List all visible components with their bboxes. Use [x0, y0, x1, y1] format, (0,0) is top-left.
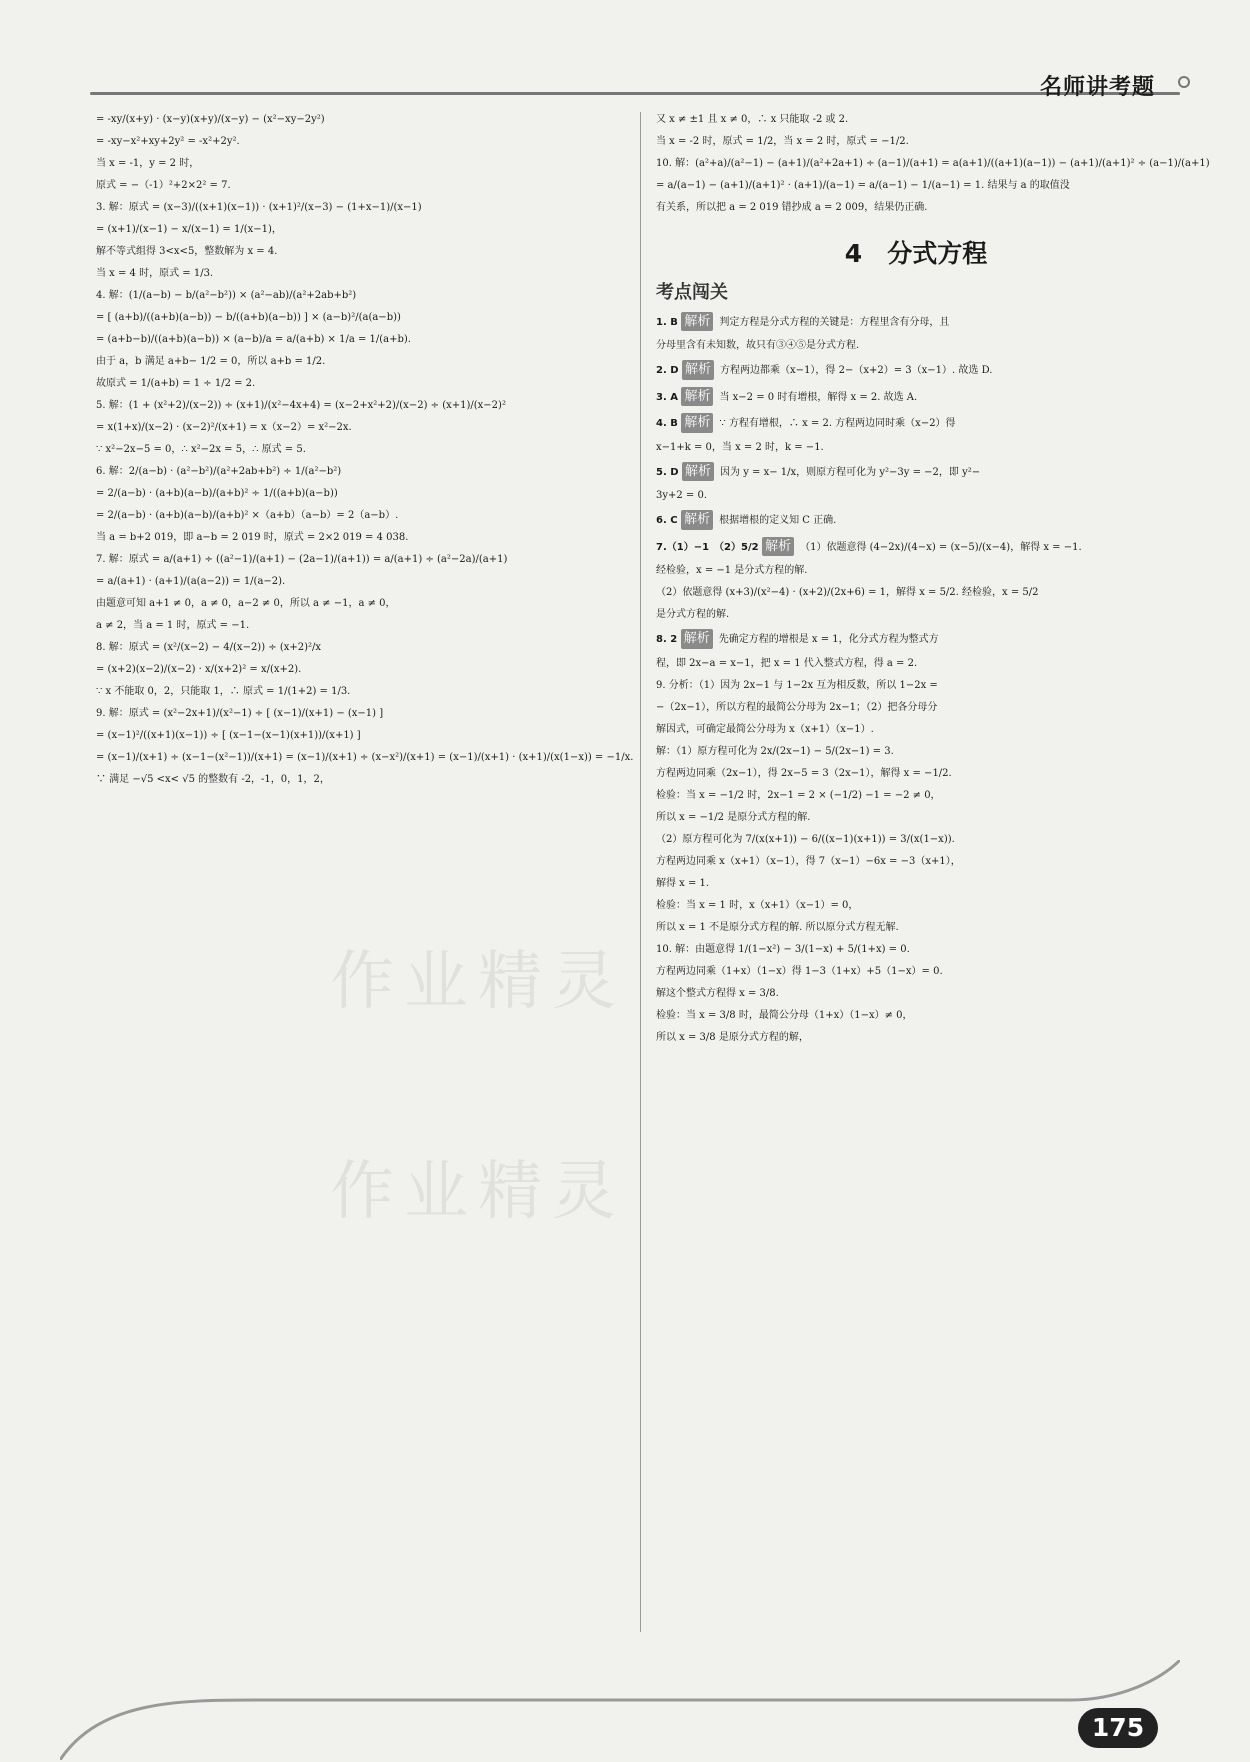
right_top_line: 又 x ≠ ±1 且 x ≠ 0，∴ x 只能取 -2 或 2. [656, 114, 849, 125]
left_line: = [ (a+b)/((a+b)(a−b)) − b/((a+b)(a−b)) ] × (a−b)²/(a(a−b)) [96, 312, 401, 323]
right_bottom_line: 解得 x = 1. [656, 877, 710, 889]
answer-number: 8. 2 [656, 634, 681, 645]
analysis-tag: 解析 [682, 462, 714, 482]
analysis-tag: 解析 [681, 387, 713, 407]
answer-line [656, 585, 1176, 600]
answer-number: 5. D [656, 466, 683, 478]
left_line: 当 a = b+2 019，即 a−b = 2 019 时，原式 = 2×2 019 = 4 038. [96, 532, 409, 543]
answer-text: 3y+2 = 0. [656, 490, 708, 501]
answer-line [656, 462, 1176, 482]
answer-text: 因为 y = x− 1/x，则原方程可化为 y²−3y = −2，即 y²− [720, 466, 981, 478]
right_bottom_line: 9. 分析：（1）因为 2x−1 与 1−2x 互为相反数，所以 1−2x = [656, 679, 938, 691]
left_line: = 2/(a−b) · (a+b)(a−b)/(a+b)² ×（a+b）（a−b）= 2（a−b）. [96, 510, 399, 521]
answer-text: （1）依题意得 (4−2x)/(4−x) = (x−5)/(x−4)，解得 x = −1. [800, 541, 1082, 553]
answer-line [656, 656, 1176, 671]
answer-line [656, 440, 1176, 455]
left_line: 9. 解：原式 = (x²−2x+1)/(x²−1) ÷ [ (x−1)/(x+1) − (x−1) ] [96, 708, 384, 719]
answer-text: 方程两边都乘（x−1），得 2−（x+2）= 3（x−1）. 故选 D. [720, 365, 993, 376]
answer-text: ∵ 方程有增根，∴ x = 2. 方程两边同时乘（x−2）得 [719, 418, 956, 429]
analysis-tag: 解析 [681, 510, 713, 530]
left_line: = (x−1)/(x+1) ÷ (x−1−(x²−1))/(x+1) = (x−1)/(x+1) ÷ (x−x²)/(x+1) = (x−1)/(x+1) · (x+1)/(x(1−x)) = −1/x. [96, 752, 634, 763]
left-column [96, 112, 632, 794]
left_line: ∵ x²−2x−5 = 0，∴ x²−2x = 5，∴ 原式 = 5. [96, 444, 306, 455]
header-rule [90, 92, 1180, 95]
left_line: 6. 解：2/(a−b) · (a²−b²)/(a²+2ab+b²) ÷ 1/(a²−b²) [96, 466, 342, 477]
right-column [656, 112, 1210, 1052]
analysis-tag: 解析 [681, 629, 713, 649]
right-bottom-block [656, 678, 1176, 1045]
left_line: = -xy−x²+xy+2y² = -x²+2y². [96, 136, 240, 147]
left_line: = (x−1)²/((x+1)(x−1)) ÷ [ (x−1−(x−1)(x+1))/(x+1) ] [96, 730, 361, 741]
answer-number: 3. A [656, 391, 682, 403]
section-title: 4 分式方程 [844, 239, 988, 268]
right_bottom_line: 解因式，可确定最简公分母为 x（x+1）（x−1）. [656, 723, 874, 735]
answer-text: x−1+k = 0，当 x = 2 时，k = −1. [656, 441, 824, 453]
answer-text: 当 x−2 = 0 时有增根，解得 x = 2. 故选 A. [719, 391, 918, 403]
left_line: 解不等式组得 3<x<5，整数解为 x = 4. [96, 246, 278, 257]
watermark: 作业精灵 [330, 945, 626, 1019]
left_line: 5. 解：(1 + (x²+2)/(x−2)) ÷ (x+1)/(x²−4x+4) = (x−2+x²+2)/(x−2) ÷ (x+1)/(x−2)² [96, 400, 506, 411]
left_line: 当 x = 4 时，原式 = 1/3. [96, 268, 214, 279]
left_line: = x(1+x)/(x−2) · (x−2)²/(x+1) = x（x−2）= x²−2x. [96, 422, 352, 433]
right_top_line: 当 x = -2 时，原式 = 1/2，当 x = 2 时，原式 = −1/2. [656, 136, 909, 147]
right_bottom_line: 检验：当 x = 1 时，x（x+1）（x−1）= 0， [656, 899, 859, 911]
answer-line [656, 607, 1176, 622]
answer-text: 判定方程是分式方程的关键是：方程里含有分母，且 [719, 316, 950, 328]
left_line: = (a+b−b)/((a+b)(a−b)) × (a−b)/a = a/(a+b) × 1/a = 1/(a+b). [96, 334, 411, 345]
right-top-block [656, 112, 1210, 215]
left_line: 当 x = -1，y = 2 时， [96, 158, 200, 169]
answer-text: （2）依题意得 (x+3)/(x²−4) · (x+2)/(2x+6) = 1，解得 x = 5/2. 经检验，x = 5/2 [656, 587, 1039, 598]
answer-number: 2. D [656, 365, 683, 376]
section-subtitle: 考点闯关 [656, 281, 728, 303]
left_line: = 2/(a−b) · (a+b)(a−b)/(a+b)² ÷ 1/((a+b)(a−b)) [96, 488, 338, 499]
right_bottom_line: 所以 x = 1 不是原分式方程的解. 所以原分式方程无解. [656, 921, 899, 933]
right_bottom_line: 10. 解：由题意得 1/(1−x²) − 3/(1−x) + 5/(1+x) = 0. [656, 943, 910, 955]
page-number: 175 [1078, 1708, 1158, 1748]
left_line: 8. 解：原式 = (x²/(x−2) − 4/(x−2)) ÷ (x+2)²/x [96, 642, 322, 653]
answer-line [656, 387, 1176, 407]
answer-line [656, 360, 1176, 380]
left_line: ∵ x 不能取 0，2，只能取 1，∴ 原式 = 1/(1+2) = 1/3. [96, 686, 351, 697]
header-circle-icon [1178, 76, 1190, 88]
left_line: a ≠ 2，当 a = 1 时，原式 = −1. [96, 620, 250, 631]
answer-text: 程，即 2x−a = x−1，把 x = 1 代入整式方程，得 a = 2. [656, 657, 918, 669]
right_bottom_line: 方程两边同乘（1+x）（1−x）得 1−3（1+x）+5（1−x）= 0. [656, 965, 943, 977]
right_bottom_line: 解这个整式方程得 x = 3/8. [656, 987, 779, 999]
left_line: = a/(a+1) · (a+1)/(a(a−2)) = 1/(a−2). [96, 576, 286, 587]
footer-curve [60, 1660, 1180, 1760]
left_line: 4. 解：(1/(a−b) − b/(a²−b²)) × (a²−ab)/(a²+2ab+b²) [96, 290, 357, 301]
answer-line [656, 413, 1176, 433]
answer-line [656, 563, 1176, 578]
analysis-tag: 解析 [681, 413, 713, 433]
left_line: 故原式 = 1/(a+b) = 1 ÷ 1/2 = 2. [96, 378, 256, 389]
watermark: 作业精灵 [330, 1155, 626, 1229]
right_bottom_line: 检验：当 x = −1/2 时，2x−1 = 2 × (−1/2) −1 = −2 ≠ 0， [656, 789, 941, 801]
left_line: 由题意可知 a+1 ≠ 0，a ≠ 0，a−2 ≠ 0，所以 a ≠ −1，a ≠ 0， [96, 598, 396, 609]
answer-line [656, 338, 1176, 353]
answer-line [656, 629, 1176, 649]
right_bottom_line: （2）原方程可化为 7/(x(x+1)) − 6/((x−1)(x+1)) = 3/(x(1−x)). [656, 833, 955, 845]
left_line: 3. 解：原式 = (x−3)/((x+1)(x−1)) · (x+1)²/(x−3) − (1+x−1)/(x−1) [96, 202, 422, 213]
answer-number: 1. B [656, 316, 682, 328]
left_line: 由于 a，b 满足 a+b− 1/2 = 0，所以 a+b = 1/2. [96, 356, 326, 367]
answer-text: 分母里含有未知数，故只有③④⑤是分式方程. [656, 340, 860, 351]
right_bottom_line: 方程两边同乘（2x−1），得 2x−5 = 3（2x−1），解得 x = −1/2. [656, 767, 952, 779]
answer-number: 6. C [656, 515, 682, 526]
answer-number: 4. B [656, 418, 682, 429]
header-title: 名师讲考题 [1040, 75, 1156, 100]
answer-text: 先确定方程的增根是 x = 1，化分式方程为整式方 [718, 634, 939, 645]
right_bottom_line: −（2x−1），所以方程的最简公分母为 2x−1；（2）把各分母分 [656, 701, 938, 713]
left_line: 原式 = −（-1）²+2×2² = 7. [96, 180, 231, 191]
answer-number: 7.（1）−1 （2）5/2 [656, 541, 763, 553]
answers-block [656, 312, 1176, 671]
analysis-tag: 解析 [681, 312, 713, 332]
right_top_line: 10. 解：(a²+a)/(a²−1) − (a+1)/(a²+2a+1) ÷ (a−1)/(a+1) = a(a+1)/((a+1)(a−1)) − (a+1)/(a+1)² ÷ (a−1)/(a+1) [656, 158, 1210, 169]
right_bottom_line: 所以 x = −1/2 是原分式方程的解. [656, 811, 811, 823]
right_top_line: 有关系，所以把 a = 2 019 错抄成 a = 2 009，结果仍正确. [656, 202, 928, 213]
left_line: = -xy/(x+y) · (x−y)(x+y)/(x−y) − (x²−xy−2y²) [96, 114, 325, 125]
left_line: = (x+1)/(x−1) − x/(x−1) = 1/(x−1)， [96, 224, 282, 235]
answer-text: 根据增根的定义知 C 正确. [719, 515, 837, 526]
left_line: ∵ 满足 −√5 <x< √5 的整数有 -2，-1，0，1，2， [96, 774, 330, 785]
answer-line [656, 488, 1176, 503]
left_line: = (x+2)(x−2)/(x−2) · x/(x+2)² = x/(x+2). [96, 664, 302, 675]
right_bottom_line: 检验：当 x = 3/8 时，最简公分母（1+x）（1−x）≠ 0， [656, 1009, 913, 1021]
answer-line [656, 510, 1176, 530]
right_bottom_line: 方程两边同乘 x（x+1）（x−1），得 7（x−1）−6x = −3（x+1）， [656, 855, 961, 867]
right_bottom_line: 解：（1）原方程可化为 2x/(2x−1) − 5/(2x−1) = 3. [656, 745, 894, 757]
answer-text: 是分式方程的解. [656, 609, 730, 620]
answer-text: 经检验，x = −1 是分式方程的解. [656, 565, 808, 576]
left_line: 7. 解：原式 = a/(a+1) ÷ ((a²−1)/(a+1) − (2a−1)/(a+1)) = a/(a+1) ÷ (a²−2a)/(a+1) [96, 554, 508, 565]
right_top_line: = a/(a−1) − (a+1)/(a+1)² · (a+1)/(a−1) = a/(a−1) − 1/(a−1) = 1. 结果与 a 的取值没 [656, 180, 1070, 191]
analysis-tag: 解析 [682, 360, 714, 380]
answer-line [656, 537, 1176, 557]
analysis-tag: 解析 [762, 537, 794, 557]
right_bottom_line: 所以 x = 3/8 是原分式方程的解， [656, 1031, 809, 1043]
column-divider [640, 112, 641, 1632]
answer-line [656, 312, 1176, 332]
